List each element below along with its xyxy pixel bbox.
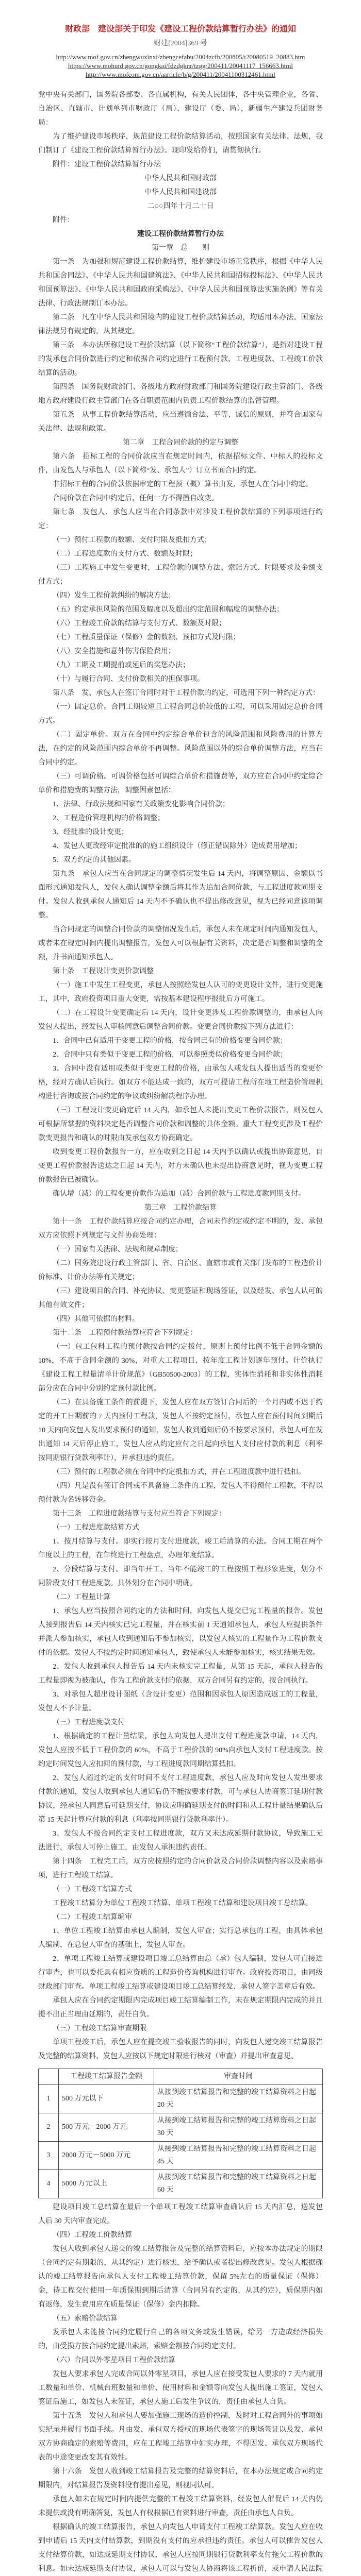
paragraph: 收到变更工程价款报告一方，应在收到之日起 14 天内予以确认或提出协商意见，自变更工程价款报告送达之日起 14 天内，对方未确认也未提出协商意见时，视为变更工程价款报告已被确认。 — [38, 1148, 323, 1184]
document-number: 财建[2004]369 号 — [154, 40, 207, 47]
paragraph: 1、承包人应当按照合同约定的方法和时间，向发包人提交已完工程量的报告。发包人接到报告后 14 天内核实已完工程量，并在核实前 1 天通知承包人，承包人应提供条件并派人参加核实，承包人收到通知后不参加核实，以发包人核实的工程量作为工程价款支付的依据。发包人不按约定时间通知承包人，致使承包人未能参加核实，核实结果无效。 — [38, 1607, 323, 1657]
document-links — [38, 53, 323, 79]
paragraph: （十）与履行合同、支付价款相关的担保事项。 — [53, 675, 204, 683]
table-cell: 从接到竣工结算报告和完整的竣工结算资料之日起 60 天 — [154, 2170, 323, 2198]
paragraph: （二）在工程设计变更确定后 14 天内，设计变更涉及工程价款调整的，由承包人向发包人提出，经发包人审核同意后调整合同价款。变更合同价款按下列方法进行： — [38, 1009, 323, 1031]
paragraph: 1、根据确定的工程计量结果，承包人向发包人提出支付工程进度款申请，14 天内，发包人应按不低于工程价款的 60%，不高于工程价款的 90%向承包人支付工程进度款。按约定时间发包人应扣回的预付款，与工程进度款同期结算抵扣。 — [38, 1733, 323, 1768]
paragraph: （三）可调价格。可调价格包括可调综合单价和措施费等，双方应在合同中约定综合单价和措施费的调整方法，调整因素包括： — [38, 773, 323, 794]
paragraph: 第二条 凡在中华人民共和国境内的建设工程价款结算活动，均适用本办法。国家法律法规另有规定的，从其规定。 — [38, 314, 323, 335]
paragraph: （一）工程进度款结算方式 — [53, 1524, 139, 1532]
paragraph: （三）预付的工程款必须在合同中约定抵扣方式，并在工程进度款中进行抵扣。 — [53, 1468, 305, 1476]
paragraph: （四）其他可依据的材料。 — [53, 1315, 139, 1323]
paragraph: （三）建设项目的合同、补充协议、变更签证和现场签证，以及经发、承包人认可的其他有效文件； — [38, 1287, 323, 1309]
paragraph: 2、合同中只有类似于变更工程的价格，可以参照类似价格变更合同价款； — [53, 1051, 287, 1059]
paragraph: 第四条 国务院财政部门、各级地方政府财政部门和国务院建设行政主管部门、各级地方政府建设行政主管部门在各自职责范围内负责工程价款结算的监督管理。 — [38, 383, 323, 405]
paragraph: 第十条 工程设计变更价款调整 — [53, 968, 154, 975]
paragraph: （八）安全措施和意外伤害保险费用； — [53, 648, 175, 655]
paragraph: 第十四条 工程完工后，双方应按照约定的合同价款及合同价款调整内容以及索赔事项，进行工程竣工结算。 — [38, 1858, 323, 1879]
paragraph: （二）工程竣工结算编审 — [53, 1913, 132, 1921]
document-link[interactable]: http://www.mofcom.gov.cn/aarticle/b/g/200411/20041100312461.html — [86, 71, 275, 78]
paragraph: 党中央有关部门，国务院各部委、各直属机构，有关人民团体，各中央管理企业，各省、自治区、直辖市、计划单列市财政厅（局）、建设厅（委、局），新疆生产建设兵团财务局： — [38, 91, 323, 127]
paragraph: （九）工期及工期提前或延后的奖惩办法； — [53, 662, 190, 669]
paragraph: （一）预付工程款的数额、支付时限及抵扣方式； — [53, 536, 211, 544]
paragraph: 第五条 从事工程价款结算活动，应当遵循合法、平等、诚信的原则，并符合国家有关法律、法规和政策。 — [38, 411, 323, 433]
paragraph: （一）工程竣工结算方式 — [53, 1886, 132, 1893]
document-link[interactable]: http://www.mof.gov.cn/zhengwuxinxi/zhengcefabu/2004zcfb/200805/t20080519_20883.htm — [56, 53, 305, 61]
chapter-heading: 第三章 工程价款结算 — [144, 1204, 217, 1212]
paragraph: 第三条 本办法所称建设工程价款结算（以下简称“工程价款结算”），是指对建设工程的发承包合同价款进行约定和依据合同约定进行工程预付款、工程进度款、工程竣工价款结算的活动。 — [38, 342, 323, 377]
paragraph: （三）工程进度款支付 — [53, 1719, 125, 1726]
paragraph: 第一条 为加强和规范建设工程价款结算，维护建设市场正常秩序，根据《中华人民共和国合同法》、《中华人民共和国建筑法》、《中华人民共和国招标投标法》、《中华人民共和国预算法》、《中华人民共和国政府采购法》、《中华人民共和国预算法实施条例》等有关法律、行政法规制订本办法。 — [38, 258, 323, 308]
table-cell: 2 — [39, 2113, 59, 2142]
paragraph: 第八条 发、承包人在签订合同时对于工程价款的约定，可选用下列一种约定方式： — [53, 689, 320, 697]
paragraph: 确认增（减）的工程变更价款作为追加（减）合同价款与工程进度款同期支付。 — [53, 1190, 305, 1198]
paragraph: 2、单项工程竣工结算或建设项目竣工总结算由总（承）包人编制，发包人可直接进行审查，也可以委托具有相应资质的工程造价咨询机构进行审查。政府投资项目，由同级财政部门审查。单项工程竣工结算或建设项目竣工总结算经发、承包人签字盖章后有效。 — [38, 1955, 323, 1991]
paragraph: 2、发包人收到承包人报告后 14 天内未核实完工程量，从第 15 天起，承包人报告的工程量即视为被确认，作为工程价款支付的依据，双方合同另有约定的，按合同执行。 — [38, 1663, 323, 1685]
paragraph: （三）工程设计变更确定后 14 天内，如承包人未提出变更工程价款报告，则发包人可根据所掌握的资料决定是否调整合同价款和调整的具体金额。重大工程变更涉及工程价款变更报告和确认的时限由发承包双方协商确定。 — [38, 1107, 323, 1142]
paragraph: 发包人要求承包人完成合同以外零星项目，承包人应在接受发包人要求的 7 天内就用工数量和单价、机械台班数量和单价、使用材料和金额等向发包人提出施工签证，发包人签证后施工，如发包人未签证，承包人施工后发生争议的，责任由承包人自负。 — [38, 2370, 323, 2406]
paragraph: （三）工程竣工结算审查期限 — [53, 2025, 146, 2032]
chapter-heading: 第一章 总 则 — [152, 244, 209, 252]
paragraph: 第十一条 工程价款结算应按合同约定办理，合同未作约定或约定不明的，发、承包双方应依照下列规定与文件协商处理： — [38, 1218, 323, 1240]
table-cell: 500 万元以下 — [59, 2085, 154, 2113]
chapter-heading: 第二章 工程合同价款的约定与调整 — [123, 439, 238, 447]
table-cell: 1 — [39, 2085, 59, 2113]
paragraph: 第六条 招标工程的合同价款应当在规定时间内，依据招标文件、中标人的投标文件，由发包人与承包人（以下简称“发、承包人”）订立书面合同约定。 — [38, 453, 323, 474]
paragraph: 建设项目竣工总结算在最后一个单项工程竣工结算审查确认后 15 天内汇总，送发包人后 30 天内审查完成。 — [38, 2204, 323, 2225]
paragraph: 第七条 发包人、承包人应当在合同条款中对涉及工程价款结算的下列事项进行约定： — [38, 509, 323, 530]
table-row — [39, 2085, 323, 2113]
document-page — [38, 0, 323, 2576]
paragraph: 1、合同中已有适用于变更工程的价格，按合同已有的价格变更合同价款； — [53, 1037, 287, 1045]
document-header — [38, 24, 323, 79]
table-header-cell — [39, 2069, 59, 2085]
table-row — [39, 2170, 323, 2198]
table-row — [39, 2113, 323, 2142]
table-row — [39, 2142, 323, 2170]
paragraph: 3、对承包人超出设计图纸（含设计变更）范围和因承包人原因造成返工的工程量，发包人不予计量。 — [38, 1691, 323, 1713]
paragraph: （五）约定承担风险的范围及幅度以及超出约定范围和幅度的调整办法； — [53, 606, 284, 614]
paragraph: （四）工程竣工价款结算 — [53, 2231, 132, 2239]
paragraph: 第十三条 工程进度款结算与支付应当符合下列规定： — [53, 1510, 226, 1518]
paragraph: 第九条 承包人应当在合同规定的调整情况发生后 14 天内，将调整原因、金额以书面形式通知发包人，发包人确认调整金额后将其作为追加合同价款，与工程进度款同期支付。发包人收到承包人通知后 14 天内不予确认也不提出修改意见，视为已经同意该项调整。 — [38, 870, 323, 920]
table-cell: 4 — [39, 2170, 59, 2198]
paragraph: 第十五条 发包人和承包人要加强施工现场的造价控制，及时对工程合同外的事项如实纪录并履行书面手续。凡由发、承包双方授权的现场代表签字的现场签证以及发、承包双方协商确定的索赔等费用，应在工程竣工结算中如实办理，不得因发、承包双方现场代表的中途变更改变其有效性。 — [38, 2412, 323, 2462]
paragraph: （六）工程竣工价款的结算与支付方式、数额及时限； — [53, 620, 226, 628]
paragraph: （二）在具备施工条件的前提下，发包人应在双方签订合同后的一个月内或不迟于约定的开工日期前的 7 天内预付工程款，发包人不按约定预付，承包人应在预付时间到期后 10 天内向发包人发出要求预付的通知，发包人收到通知后仍不按要求预付，承包人可在发出通知 14 天后停止施工，发包人应从约定应付之日起向承包人支付应付款的利息（利率按同期银行贷款利率计），并承担违约责任。 — [38, 1399, 323, 1462]
paragraph: 附件： — [53, 216, 74, 224]
paragraph: 单项工程竣工后，承包人应在提交竣工验收报告的同时，向发包人递交竣工结算报告及完整的结算资料，发包人应按以下规定时限进行核对（审查）并提出审查意见。 — [38, 2039, 323, 2060]
paragraph: 当合同规定的调整合同价款的调整情况发生后，承包人未在规定时间内通知发包人，或者未在规定时间内提出调整报告，发包人可以根据有关资料，决定是否调整和调整的金额，并书面通知承包人。 — [38, 926, 323, 961]
paragraph: 2、发包人超过约定的支付时间不支付工程进度款，承包人应及时向发包人发出要求付款的通知，发包人收到承包人通知后仍不能按要求付款，可与承包人协商签订延期付款协议，经承包人同意后可延期支付，协议应明确延期支付的时间和从工程计量结果确认后第 15 天起计算应付款的利息（利率按同期银行贷款利率计）。 — [38, 1774, 323, 1824]
paragraph: （一）国家有关法律、法规和规章制度； — [53, 1246, 183, 1253]
paragraph: 承包人如未在规定时间内提供完整的工程竣工结算资料，经发包人催促后 14 天内仍未提供或没有明确答复，发包人有权根据已有资料进行审查，责任由承包人自负。 — [38, 2496, 323, 2517]
paragraph: （二）国务院建设行政主管部门、省、自治区、直辖市或有关部门发布的工程造价计价标准、计价办法等有关规定； — [38, 1260, 323, 1281]
paragraph: （四）凡是没有签订合同或不具备施工条件的工程，发包人不得预付工程款，不得以预付款为名转移资金。 — [38, 1482, 323, 1504]
paragraph: （三）工程施工中发生变更时，工程价款的调整方法、索赔方式、时限要求及金额支付方式； — [38, 564, 323, 586]
paragraph: 1、单位工程竣工结算由承包人编制，发包人审查；实行总承包的工程，由具体承包人编制，在总包人审查的基础上，发包人审查。 — [38, 1927, 323, 1949]
paragraph: 发包人收到承包人递交的竣工结算报告及完整的结算资料后，应按本办法规定的期限（合同约定有期限的，从其约定）进行核实，给予确认或者提出修改意见。发包人根据确认的竣工结算报告向承包人支付工程竣工结算价款，保留 5%左右的质量保证（保修）金，待工程交付使用一年质保期到期后清算（合同另有约定的，从其约定），质保期内如有返修，发生费用应在质量保证（保修）金内扣除。 — [38, 2245, 323, 2309]
paragraph: 发承包人未能按合同约定履行自己的各项义务或发生错误，给另一方造成经济损失的，由受损方按合同约定提出索赔，索赔金额按合同约定支付。 — [38, 2329, 323, 2350]
attachment-title: 建设工程价款结算暂行办法 — [137, 230, 224, 238]
paragraph: 1、按月结算与支付。即实行按月支付进度款，竣工后清算的办法。合同工期在两个年度以上的工程，在年终进行工程盘点，办理年度结算。 — [38, 1538, 323, 1560]
table-cell: 3 — [39, 2142, 59, 2170]
table-cell: 5000 万元以上 — [59, 2170, 154, 2198]
centered-line: 中华人民共和国建设部 — [144, 189, 217, 196]
paragraph: 合同价款在合同中约定后，任何一方不得擅自改变。 — [53, 495, 219, 502]
paragraph: 附件：建设工程价款结算暂行办法 — [53, 161, 161, 168]
paragraph: （四）发生工程价款纠纷的解决方法； — [53, 592, 175, 600]
paragraph: （七）工程质量保证（保修）金的数额、预扣方式及时限； — [53, 634, 240, 641]
table-cell: 2000 万元－5000 万元 — [59, 2142, 154, 2170]
table-header-row — [39, 2069, 323, 2085]
paragraph: 第十六条 发包人收到竣工结算报告及完整的结算资料后，在本办法规定或合同约定期限内，对结算报告及资料没有提出意见，则视同认可。 — [38, 2468, 323, 2489]
table-cell: 从接到竣工结算报告和完整的竣工结算资料之日起 45 天 — [154, 2142, 323, 2170]
paragraph: 5、双方约定的其他因素。 — [53, 856, 136, 864]
paragraph: 非招标工程的合同价款依据审定的工程预（概）算书由发、承包人在合同中约定。 — [53, 481, 313, 488]
paragraph: 承包人应在合同约定期限内完成项目竣工结算编制工作，未在规定期限内完成的并且提不出正当理由延期的，责任自负。 — [38, 1997, 323, 2019]
centered-line: 二○○四年十月二十日 — [147, 202, 214, 210]
paragraph: 3、发包人不按合同约定支付工程进度款，双方又未达成延期付款协议，导致施工无法进行，承包人可停止施工，由发包人承担违约责任。 — [38, 1830, 323, 1852]
paragraph: 4、发包人更改经审定批准的的施工组织设计（修正错误除外）造成费用增加； — [53, 842, 302, 850]
paragraph: 第十二条 工程预付款结算应符合下列规定： — [53, 1329, 197, 1337]
paragraph: （六）合同以外零星项目工程价款结算 — [53, 2357, 175, 2364]
table-cell: 500 万元－2000 万元 — [59, 2113, 154, 2142]
paragraph: （五）索赔价款结算 — [53, 2315, 118, 2323]
table-cell: 从接到竣工结算报告和完整的竣工结算资料之日起 30 天 — [154, 2113, 323, 2142]
table-header-cell: 工程竣工结算报告金额 — [59, 2069, 154, 2085]
paragraph: 3、合同中没有适用或类似于变更工程的价格，由承包人或发包人提出适当的变更价格，经对方确认后执行。如双方不能达成一致的，双方可提请工程所在地工程造价管理机构进行咨询或按合同约定的争议或纠纷解决程序办理。 — [38, 1065, 323, 1100]
paragraph: （二）工程量计算 — [53, 1594, 110, 1601]
settlement-review-table — [38, 2069, 323, 2198]
paragraph: （二）工程进度款的支付方式、数额及时限； — [53, 550, 197, 558]
paragraph: 工程竣工结算分为单位工程竣工结算、单项工程竣工结算和建设项目竣工总结算。 — [53, 1900, 313, 1907]
paragraph: （二）固定单价。双方在合同中约定综合单价包含的风险范围和风险费用的计算方法，在约定的风险范围内综合单价不再调整。风险范围以外的综合单价调整方法，应当在合同中约定。 — [38, 731, 323, 767]
paragraph: 2、分段结算与支付。即当年开工、当年不能竣工的工程按照工程形象进度，划分不同阶段支付工程进度款。具体划分在合同中明确。 — [38, 1566, 323, 1587]
paragraph: 2、工程造价管理机构的价格调整； — [53, 815, 165, 822]
document-link[interactable]: https://www.mohurd.gov.cn/gongkai/fdzdgknr/tzgg/200411/20041117_156663.html — [68, 62, 293, 70]
paragraph: （一）固定总价。合同工期较短且工程合同总价较低的工程，可以采用固定总价合同方式。 — [38, 703, 323, 725]
paragraph: 3、经批准的设计变更； — [53, 828, 128, 836]
paragraph: （一）包工包料工程的预付款按合同约定拨付，原则上预付比例不低于合同金额的 10%，不高于合同金额的 30%，对重大工程项目，按年度工程计划逐年预付。计价执行《建设工程工程量清单计价规范》（GB50500-2003）的工程，实体性消耗和非实体性消耗部分应在合同中分别约定预付款比例。 — [38, 1343, 323, 1393]
paragraph: 1、法律、行政法规和国家有关政策变化影响合同价款； — [53, 801, 229, 808]
paragraph: 为了维护建设市场秩序，规范建设工程价款结算活动，按照国家有关法律、法规，我们制订了《建设工程价款结算暂行办法》。现印发给你们，请贯彻执行。 — [38, 133, 323, 155]
table-header-cell: 审查时间 — [154, 2069, 323, 2085]
centered-line: 中华人民共和国财政部 — [144, 175, 217, 182]
paragraph: （一）施工中发生工程变更，承包人按照经发包人认可的变更设计文件，进行变更施工，其中，政府投资项目重大变更，需按基本建设程序报批后方可施工。 — [38, 981, 323, 1003]
table-cell: 从接到竣工结算报告和完整的竣工结算资料之日起 20 天 — [154, 2085, 323, 2113]
document-title: 财政部 建设部关于印发《建设工程价款结算暂行办法》的通知 — [64, 25, 296, 33]
paragraph: 根据确认的竣工结算报告，承包人向发包人申请支付工程竣工结算款。发包人应在收到申请后 15 天内支付结算款，到期没有支付的应承担违约责任。承包人可以催告发包人支付结算价款，如达成延期支付协议，承包人应按同期银行贷款利率支付拖欠工程价款的利息。如未达成延期支付协议，承包人可以与发包人协商将该工程折价，或申请人民法院 — [38, 2523, 323, 2573]
document-body — [38, 88, 323, 2576]
